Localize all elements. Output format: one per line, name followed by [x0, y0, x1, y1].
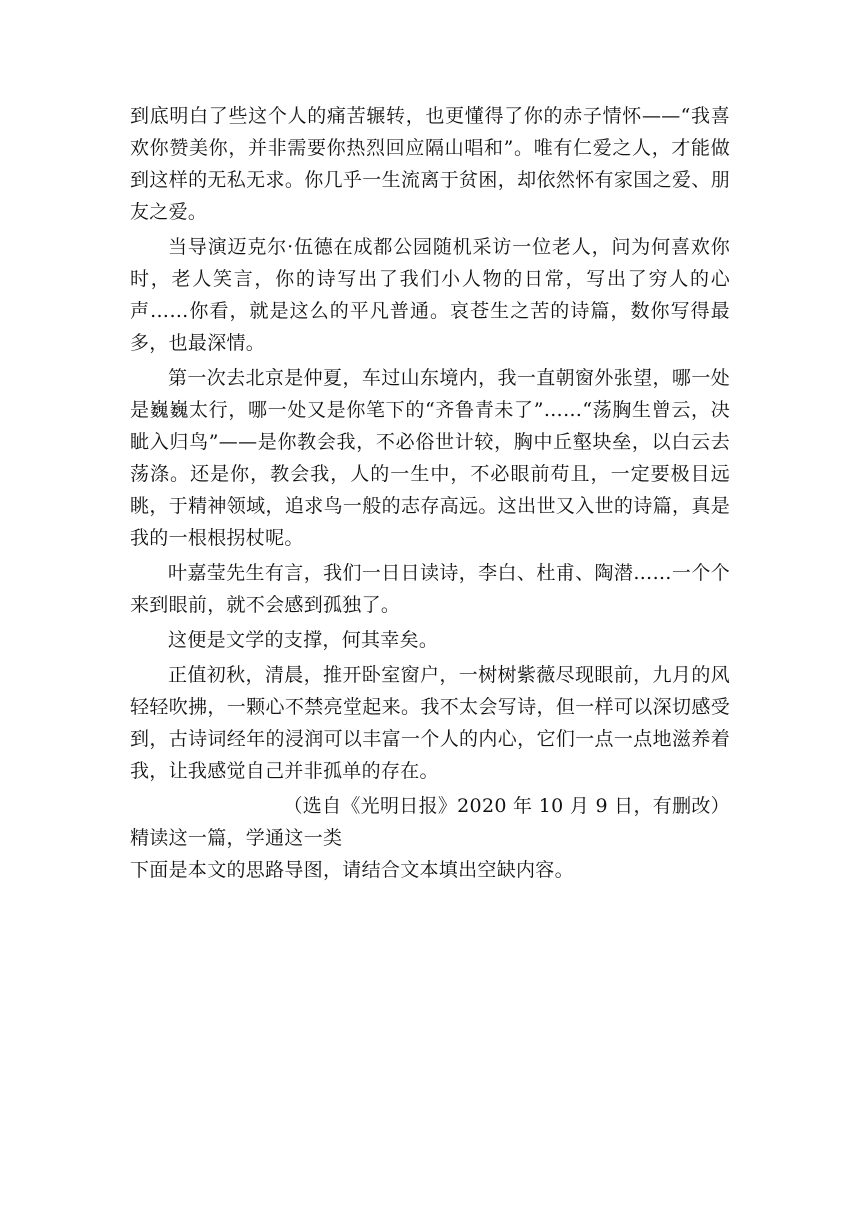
paragraph-6: 正值初秋，清晨，推开卧室窗户，一树树紫薇尽现眼前，九月的风轻轻吹拂，一颗心不禁亮堂起来。我不太会写诗，但一样可以深切感受到，古诗词经年的浸润可以丰富一个人的内心，它们一点一点地滋养着我，让我感觉自己并非孤单的存在。 — [130, 664, 730, 782]
paragraph-2: 当导演迈克尔·伍德在成都公园随机采访一位老人，问为何喜欢你时，老人笑言，你的诗写出了我们小人物的日常，写出了穷人的心声……你看，就是这么的平凡普通。哀苍生之苦的诗篇，数你写得最多，也最深情。 — [130, 236, 730, 354]
paragraph-1: 到底明白了些这个人的痛苦辗转，也更懂得了你的赤子情怀——“我喜欢你赞美你，并非需要你热烈回应隔山唱和”。唯有仁爱之人，才能做到这样的无私无求。你几乎一生流离于贫困，却依然怀有家国之爱、朋友之爱。 — [130, 105, 730, 223]
paragraph-4: 叶嘉莹先生有言，我们一日日读诗，李白、杜甫、陶潜……一个个来到眼前，就不会感到孤独了。 — [130, 562, 730, 616]
paragraph-3: 第一次去北京是仲夏，车过山东境内，我一直朝窗外张望，哪一处是巍巍太行，哪一处又是你笔下的“齐鲁青未了”……“荡胸生曾云，决眦入归鸟”——是你教会我，不必俗世计较，胸中丘壑块垒，以白云去荡涤。还是你，教会我，人的一生中，不必眼前苟且，一定要极目远眺，于精神领域，追求鸟一般的志存高远。这出世又入世的诗篇，真是我的一根根拐杖呢。 — [130, 367, 730, 549]
document-body — [130, 100, 730, 886]
instruction-text: 下面是本文的思路导图，请结合文本填出空缺内容。 — [130, 859, 574, 881]
section-heading: 精读这一篇，学通这一类 — [130, 827, 343, 849]
source-citation: （选自《光明日报》2020 年 10 月 9 日，有删改） — [283, 795, 730, 817]
paragraph-5: 这便是文学的支撑，何其幸矣。 — [168, 629, 439, 651]
